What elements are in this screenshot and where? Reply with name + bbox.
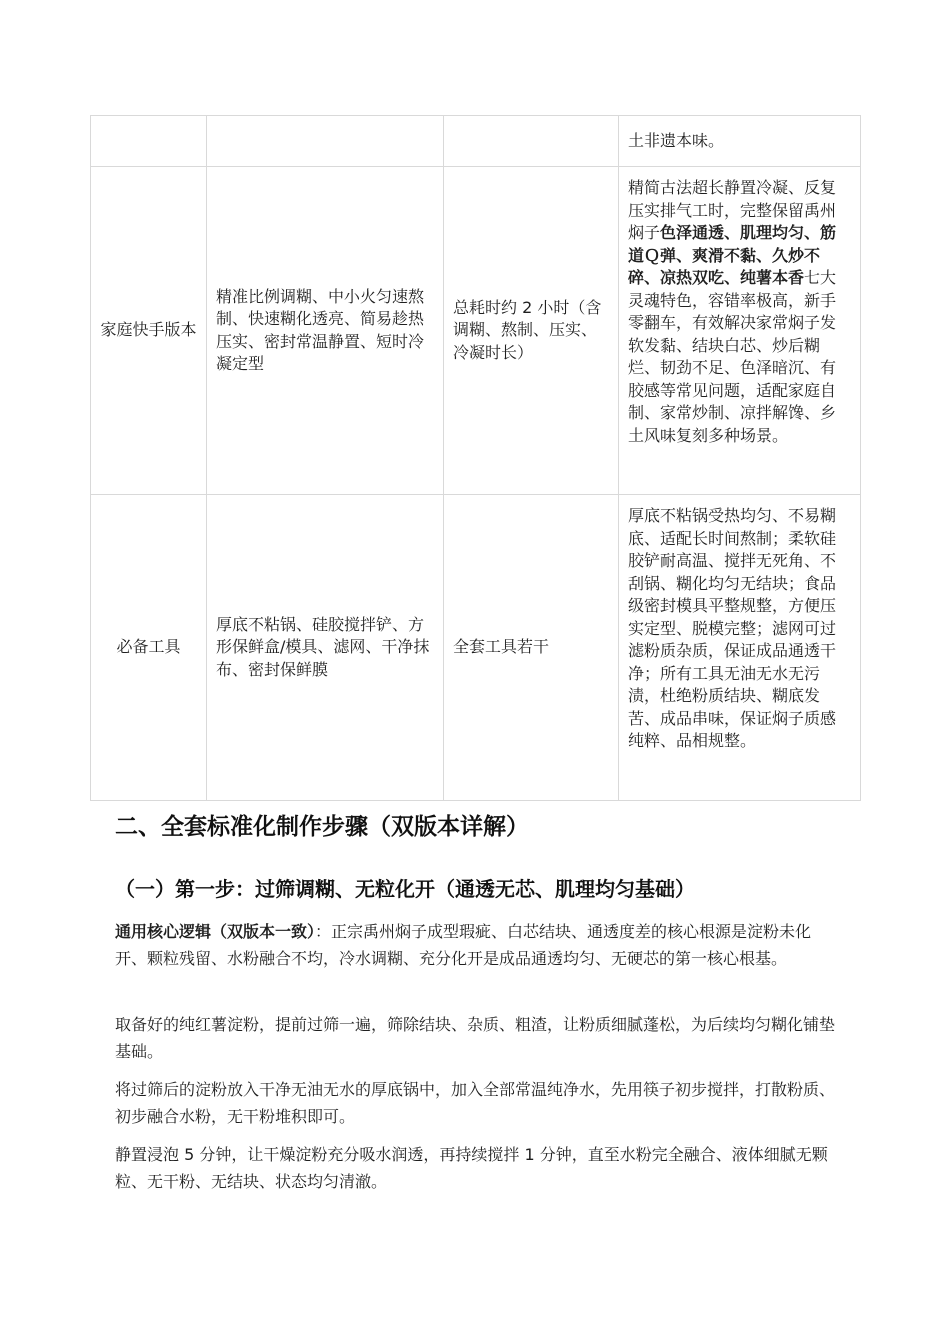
duration-cell: 总耗时约 2 小时（含调糊、熬制、压实、冷凝时长） (444, 167, 619, 495)
description-text: 精简古法超长静置冷凝、反复压实排气工时，完整保留禹州焖子 (628, 178, 837, 242)
description-cell (619, 167, 861, 495)
paragraph: 取备好的纯红薯淀粉，提前过筛一遍，筛除结块、杂质、粗渣，让粉质细腻蓬松，为后续均匀糊化铺垫基础。 (115, 1015, 836, 1061)
tool-list-cell: 厚底不粘锅、硅胶搅拌铲、方形保鲜盒/模具、滤网、干净抹布、密封保鲜膜 (207, 495, 444, 801)
table-cell (91, 116, 207, 167)
description-text: 七大灵魂特色，容错率极高，新手零翻车，有效解决家常焖子发软发黏、结块白芯、炒后糊烂、韧劲不足、色泽暗沉、有胶感等常见问题，适配家庭自制、家常炒制、凉拌解馋、乡土风味复刻多种场景。 (628, 268, 837, 445)
paragraph-text: ：正宗禹州焖子成型瑕疵、白芯结块、通透度差的核心根源是淀粉未化开、颗粒残留、水粉融合不均，冷水调糊、充分化开是成品通透均匀、无硬芯的第一核心根基。 (115, 922, 812, 968)
step-subheading: （一）第一步：过筛调糊、无粒化开（通透无芯、肌理均匀基础） (115, 877, 695, 901)
tool-spec-table (90, 115, 861, 801)
table-cell: 土非遗本味。 (619, 116, 861, 167)
table-cell (444, 116, 619, 167)
table-row (91, 116, 861, 167)
table-row (91, 495, 861, 801)
paragraph-bold-lead: 通用核心逻辑（双版本一致） (115, 922, 316, 941)
tool-label-cell: 必备工具 (91, 495, 207, 801)
process-cell: 精准比例调糊、中小火匀速熬制、快速糊化透亮、简易趁热压实、密封常温静置、短时冷凝定型 (207, 167, 444, 495)
paragraph: 将过筛后的淀粉放入干净无油无水的厚底锅中，加入全部常温纯净水，先用筷子初步搅拌，打散粉质、初步融合水粉，无干粉堆积即可。 (115, 1080, 836, 1126)
paragraph: 静置浸泡 5 分钟，让干燥淀粉充分吸水润透，再持续搅拌 1 分钟，直至水粉完全融合、液体细腻无颗粒、无干粉、无结块、状态均匀清澈。 (115, 1145, 828, 1191)
description-bold-text: 色泽通透、肌理均匀、筋道Ｑ弹、爽滑不黏、久炒不碎、凉热双吃、纯薯本香 (628, 223, 837, 287)
tool-count-cell: 全套工具若干 (444, 495, 619, 801)
version-label-cell: 家庭快手版本 (91, 167, 207, 495)
table-cell (207, 116, 444, 167)
tool-description-cell: 厚底不粘锅受热均匀、不易糊底、适配长时间熬制；柔软硅胶铲耐高温、搅拌无死角、不刮锅、糊化均匀无结块；食品级密封模具平整规整，方便压实定型、脱模完整；滤网可过滤粉质杂质，保证成品通透干净；所有工具无油无水无污渍，杜绝粉质结块、糊底发苦、成品串味，保证焖子质感纯粹、品相规整。 (619, 495, 861, 801)
section-heading: 二、全套标准化制作步骤（双版本详解） (115, 814, 529, 840)
table-row (91, 167, 861, 495)
paragraph (115, 918, 840, 972)
